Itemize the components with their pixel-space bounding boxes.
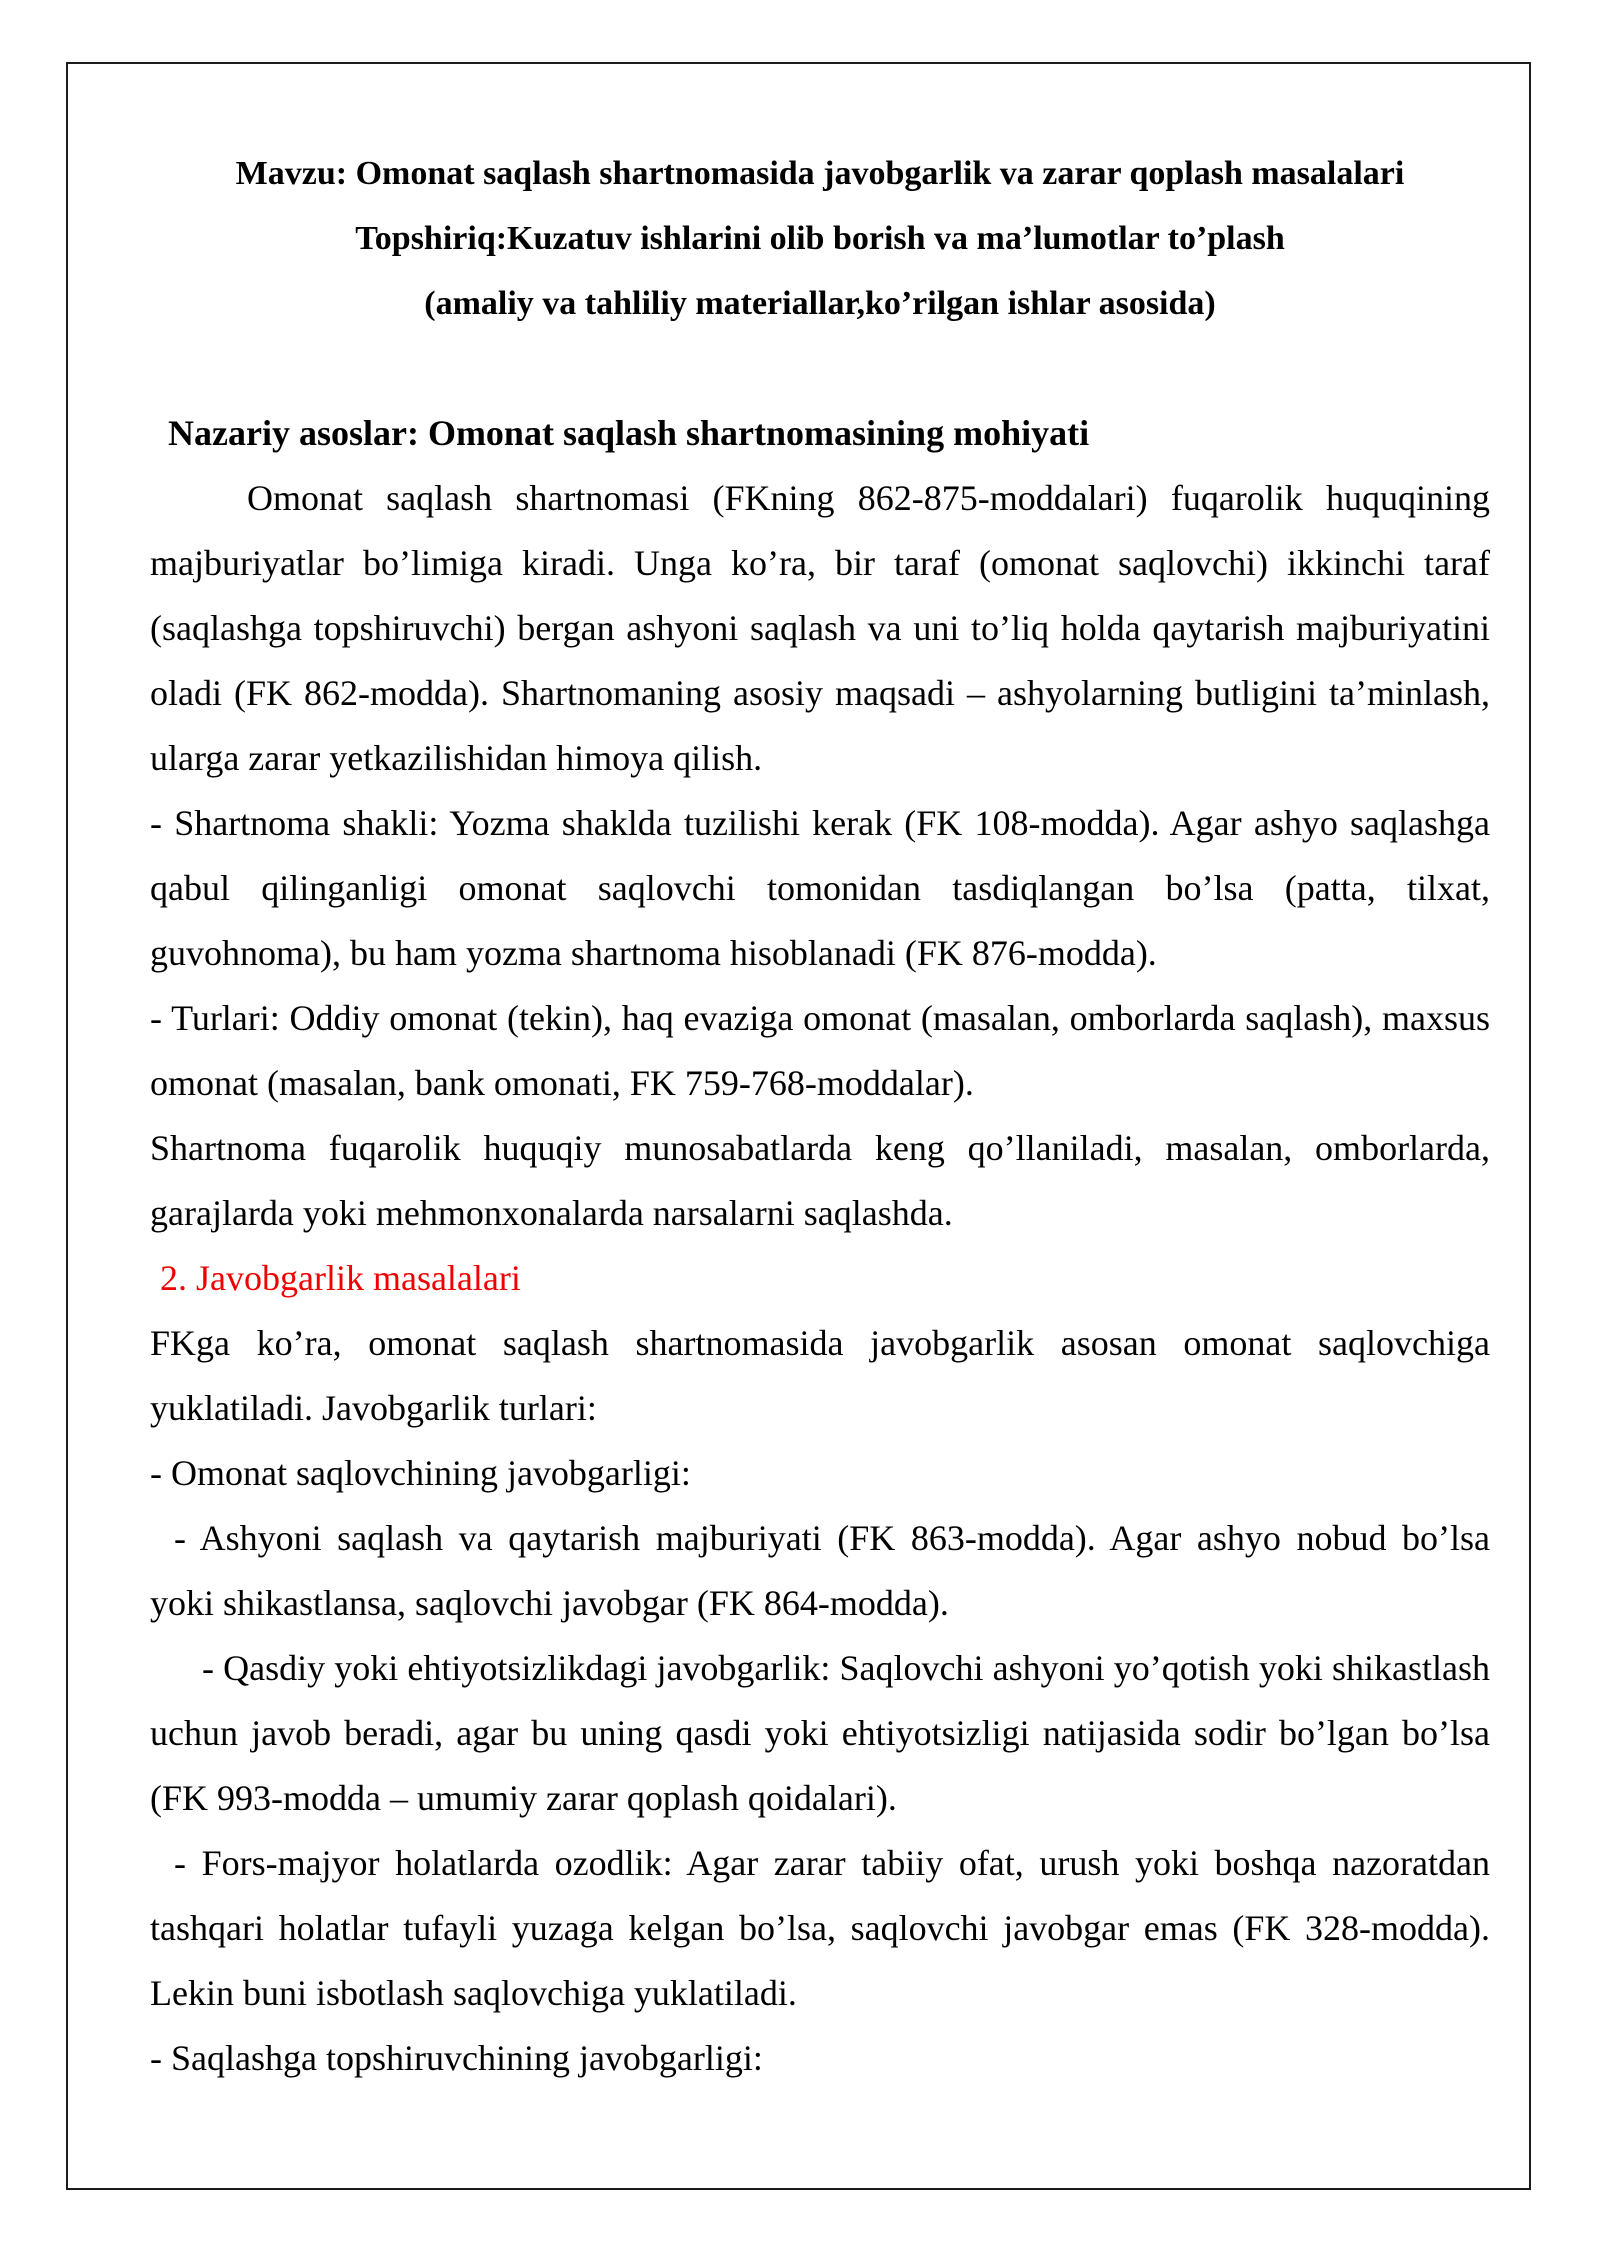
paragraph-intent-negligence: - Qasdiy yoki ehtiyotsizlikdagi javobgarlik: Saqlovchi ashyoni yo’qotish yoki shikastlash uchun javob beradi, agar bu uning qasdi yoki ehtiyotsizligi natijasida sodir bo’lgan bo’lsa (FK 993-modda – umumiy zarar qoplash qoidalari). — [150, 1648, 1490, 1818]
paragraph-contract-essence: Omonat saqlash shartnomasi (FKning 862-875-moddalari) fuqarolik huquqining majburiyatlar bo’limiga kiradi. Unga ko’ra, bir taraf (omonat saqlovchi) ikkinchi taraf (saqlashga topshiruvchi) bergan ashyoni saqlash va uni to’liq holda qaytarish majburiyatini oladi (FK 862-modda). Shartnomaning asosiy maqsadi – ashyolarning butligini ta’minlash, ularga zarar yetkazilishidan himoya qilish. — [150, 478, 1490, 778]
document-title-line-2: Topshiriq:Kuzatuv ishlarini olib borish va ma’lumotlar to’plash — [355, 220, 1285, 257]
paragraph-force-majeure: - Fors-majyor holatlarda ozodlik: Agar zarar tabiiy ofat, urush yoki boshqa nazoratdan tashqari holatlar tufayli yuzaga kelgan bo’lsa, saqlovchi javobgar emas (FK 328-modda). Lekin buni isbotlash saqlovchiga yuklatiladi. — [150, 1843, 1490, 2013]
document-title-line-3: (amaliy va tahliliy materiallar,ko’rilgan ishlar asosida) — [424, 285, 1216, 322]
section-heading-responsibility: 2. Javobgarlik masalalari — [160, 1258, 521, 1298]
document-title-line-1: Mavzu: Omonat saqlash shartnomasida javobgarlik va zarar qoplash masalalari — [235, 155, 1405, 192]
document-title — [150, 141, 1490, 336]
document-content — [150, 141, 1490, 2091]
paragraph-keeper-responsibility-title: - Omonat saqlovchining javobgarligi: — [150, 1453, 691, 1493]
paragraph-contract-types: - Turlari: Oddiy omonat (tekin), haq evaziga omonat (masalan, omborlarda saqlash), maxsus omonat (masalan, bank omonati, FK 759-768-moddalar). — [150, 998, 1490, 1103]
section-heading-theory: Nazariy asoslar: Omonat saqlash shartnomasining mohiyati — [168, 413, 1090, 453]
paragraph-responsibility-intro: FKga ko’ra, omonat saqlash shartnomasida javobgarlik asosan omonat saqlovchiga yuklatiladi. Javobgarlik turlari: — [150, 1323, 1490, 1428]
paragraph-keep-return-duty: - Ashyoni saqlash va qaytarish majburiyati (FK 863-modda). Agar ashyo nobud bo’lsa yoki shikastlansa, saqlovchi javobgar (FK 864-modda). — [150, 1518, 1490, 1623]
paragraph-contract-form: - Shartnoma shakli: Yozma shaklda tuzilishi kerak (FK 108-modda). Agar ashyo saqlashga qabul qilinganligi omonat saqlovchi tomonidan tasdiqlangan bo’lsa (patta, tilxat, guvohnoma), bu ham yozma shartnoma hisoblanadi (FK 876-modda). — [150, 803, 1490, 973]
blank-line — [150, 336, 1490, 401]
paragraph-contract-usage: Shartnoma fuqarolik huquqiy munosabatlarda keng qo’llaniladi, masalan, omborlarda, garajlarda yoki mehmonxonalarda narsalarni saqlashda. — [150, 1128, 1490, 1233]
paragraph-depositor-responsibility-title: - Saqlashga topshiruvchining javobgarligi: — [150, 2038, 763, 2078]
